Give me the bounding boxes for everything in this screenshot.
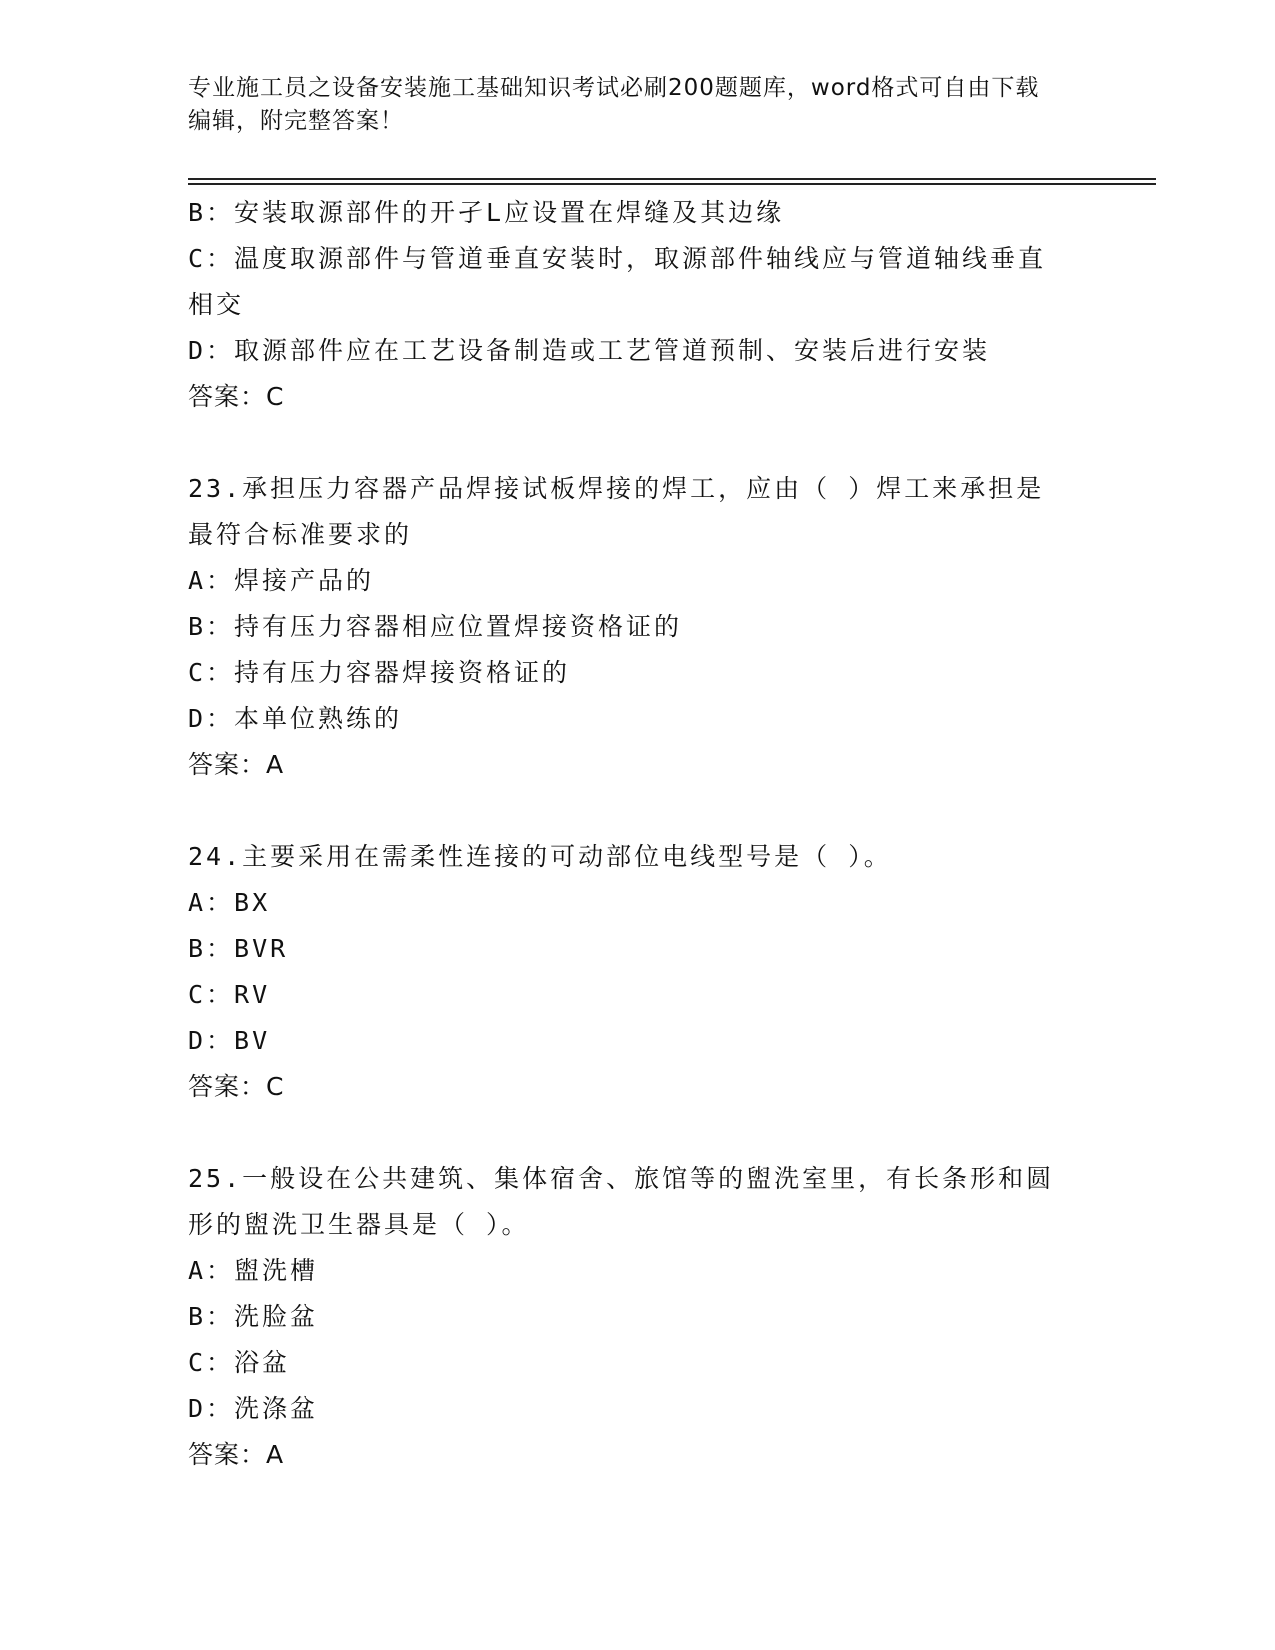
option-a: A：BX [188,888,271,917]
question-24 [188,834,1088,1110]
option-a: A：焊接产品的 [188,566,375,595]
answer: 答案：C [188,382,285,411]
option-b: B：洗脸盆 [188,1302,319,1331]
option-c: C：浴盆 [188,1348,291,1377]
document-header [188,72,1068,138]
question-content [188,190,1088,1478]
spacer [188,420,1088,466]
question-stem-continued: 形的盥洗卫生器具是（ ）。 [188,1210,530,1239]
spacer [188,788,1088,834]
header-line-2: 编辑，附完整答案！ [188,108,404,134]
option-c: C：RV [188,980,271,1009]
option-c: C：持有压力容器焊接资格证的 [188,658,571,687]
question-stem-continued: 最符合标准要求的 [188,520,413,549]
option-c: C：温度取源部件与管道垂直安装时，取源部件轴线应与管道轴线垂直 [188,244,1047,273]
header-divider-top [188,178,1156,180]
option-b: B：安装取源部件的开孑L应设置在焊缝及其边缘 [188,198,785,227]
answer: 答案：A [188,750,285,779]
header-line-1: 专业施工员之设备安装施工基础知识考试必刷200题题库，word格式可自由下载 [188,75,1040,101]
question-22-tail [188,190,1088,420]
question-stem: 23.承担压力容器产品焊接试板焊接的焊工，应由（ ）焊工来承担是 [188,474,1045,503]
answer: 答案：C [188,1072,285,1101]
option-a: A：盥洗槽 [188,1256,319,1285]
option-d: D：洗涤盆 [188,1394,319,1423]
answer: 答案：A [188,1440,285,1469]
question-stem: 24.主要采用在需柔性连接的可动部位电线型号是（ ）。 [188,842,892,871]
option-d: D：BV [188,1026,271,1055]
question-stem: 25.一般设在公共建筑、集体宿舍、旅馆等的盥洗室里，有长条形和圆 [188,1164,1055,1193]
option-b: B：BVR [188,934,289,963]
option-d: D：本单位熟练的 [188,704,403,733]
option-c-continued: 相交 [188,290,245,319]
option-d: D：取源部件应在工艺设备制造或工艺管道预制、安装后进行安装 [188,336,991,365]
header-divider-bottom [188,183,1156,185]
spacer [188,1110,1088,1156]
option-b: B：持有压力容器相应位置焊接资格证的 [188,612,683,641]
question-25 [188,1156,1088,1478]
question-23 [188,466,1088,788]
